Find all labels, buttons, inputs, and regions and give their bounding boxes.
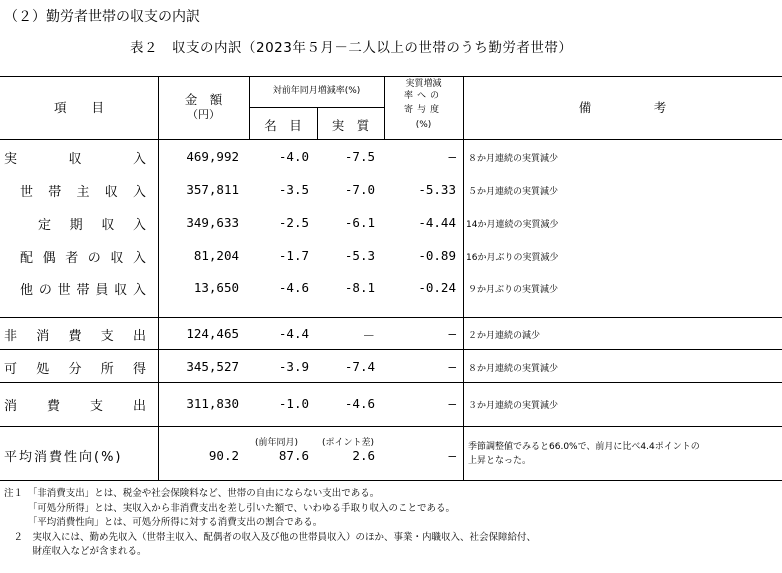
nominal-cell: 87.6 — [278, 448, 309, 463]
real-cell: 2.6 — [352, 448, 375, 463]
footnotes — [4, 487, 536, 560]
real-cell: － — [362, 328, 375, 343]
footnote-line: 財産収入などが含まれる。 — [4, 546, 147, 557]
nominal-note: (前年同月) — [255, 438, 299, 448]
amount-cell: 124,465 — [186, 326, 239, 341]
contrib-cell: ― — [448, 149, 456, 164]
real-cell: -5.3 — [344, 248, 375, 263]
amount-cell: 81,204 — [193, 248, 239, 263]
remark-cell: 14か月連続の実質減少 — [466, 220, 559, 230]
amount-cell: 311,830 — [186, 396, 239, 411]
footnote-line: 注１ 「非消費支出」とは、税金や社会保険料など、世帯の自由にならない支出である。 — [4, 488, 380, 499]
section-heading: （２）勤労者世帯の収支の内訳 — [4, 9, 200, 25]
contrib-cell: ― — [448, 396, 456, 411]
amount-cell: 345,527 — [186, 359, 239, 374]
remark-cell: 季節調整値でみると66.0%で、前月に比べ4.4ポイントの — [468, 442, 700, 452]
row-label-propensity: 平均消費性向(%) — [4, 450, 123, 465]
row-label-consumption: 消 費 支 出 — [4, 399, 146, 414]
footnote-line: 「可処分所得」とは、実収入から非消費支出を差し引いた額で、いわゆる手取り収入のことである。 — [4, 502, 456, 514]
contrib-cell: -5.33 — [418, 182, 456, 197]
remark-cell: ３か月連続の実質減少 — [468, 401, 559, 411]
table-title: 表２ 収支の内訳（2023年５月－二人以上の世帯のうち勤労者世帯） — [130, 40, 573, 56]
amount-cell: 13,650 — [193, 280, 239, 295]
remark-cell: ９か月ぶりの実質減少 — [468, 285, 559, 295]
header-contrib-2: 率への — [403, 91, 443, 101]
footnote-line: 「平均消費性向」とは、可処分所得に対する消費支出の割合である。 — [4, 517, 323, 528]
nominal-cell: -2.5 — [278, 215, 309, 230]
amount-cell: 469,992 — [186, 149, 239, 164]
real-note: (ポイント差) — [322, 438, 375, 448]
real-cell: -7.5 — [344, 149, 375, 164]
remark-cell: 16か月ぶりの実質減少 — [466, 253, 559, 263]
header-yoy: 対前年同月増減率(%) — [272, 86, 361, 96]
row-label-other-members-income: 他 の 世 帯 員 収 入 — [20, 283, 146, 298]
nominal-cell: -4.0 — [278, 149, 309, 164]
nominal-cell: -4.4 — [278, 326, 309, 341]
nominal-cell: -4.6 — [278, 280, 309, 295]
remark-cell: ５か月連続の実質減少 — [468, 187, 559, 197]
real-cell: -7.4 — [344, 359, 375, 374]
remark-cell: ８か月連続の実質減少 — [468, 154, 559, 164]
row-label-head-income: 世 帯 主 収 入 — [20, 185, 146, 200]
header-contrib-1: 実質増減 — [405, 79, 442, 89]
footnote-line: ２ 実収入には、勤め先収入（世帯主収入、配偶者の収入及び他の世帯員収入）のほか、事業・内職収入、社会保障給付、 — [4, 531, 537, 543]
real-cell: -4.6 — [344, 396, 375, 411]
contrib-cell: ― — [448, 448, 456, 463]
header-amount-unit: （円） — [187, 108, 220, 121]
header-nominal: 名 目 — [264, 118, 302, 133]
real-cell: -8.1 — [344, 280, 375, 295]
row-label-regular-income: 定 期 収 入 — [38, 218, 146, 233]
header-remarks: 備 考 — [578, 100, 667, 115]
amount-cell: 357,811 — [186, 182, 239, 197]
contrib-cell: -4.44 — [418, 215, 456, 230]
real-cell: -6.1 — [344, 215, 375, 230]
contrib-cell: ― — [448, 359, 456, 374]
header-contrib-4: (%) — [415, 120, 432, 130]
remark-cell: 上昇となった。 — [468, 456, 532, 466]
header-item: 項 目 — [53, 100, 104, 115]
contrib-cell: -0.89 — [418, 248, 456, 263]
nominal-cell: -1.0 — [278, 396, 309, 411]
row-label-real-income: 実 収 入 — [4, 152, 146, 167]
nominal-cell: -3.5 — [278, 182, 309, 197]
header-amount: 金 額 — [184, 92, 223, 107]
remark-cell: ８か月連続の実質減少 — [468, 364, 559, 374]
nominal-cell: -1.7 — [278, 248, 309, 263]
amount-cell: 349,633 — [186, 215, 239, 230]
row-label-spouse-income: 配 偶 者 の 収 入 — [20, 251, 146, 266]
row-label-non-consumption: 非 消 費 支 出 — [4, 329, 146, 344]
contrib-cell: -0.24 — [418, 280, 456, 295]
contrib-cell: ― — [448, 326, 456, 341]
amount-cell: 90.2 — [208, 448, 239, 463]
header-contrib-3: 寄与度 — [403, 105, 443, 115]
header-real: 実 質 — [331, 118, 370, 133]
real-cell: -7.0 — [344, 182, 375, 197]
remark-cell: ２か月連続の減少 — [468, 331, 541, 341]
nominal-cell: -3.9 — [278, 359, 309, 374]
row-label-disposable-income: 可 処 分 所 得 — [4, 362, 146, 377]
income-expenditure-table — [0, 76, 782, 481]
